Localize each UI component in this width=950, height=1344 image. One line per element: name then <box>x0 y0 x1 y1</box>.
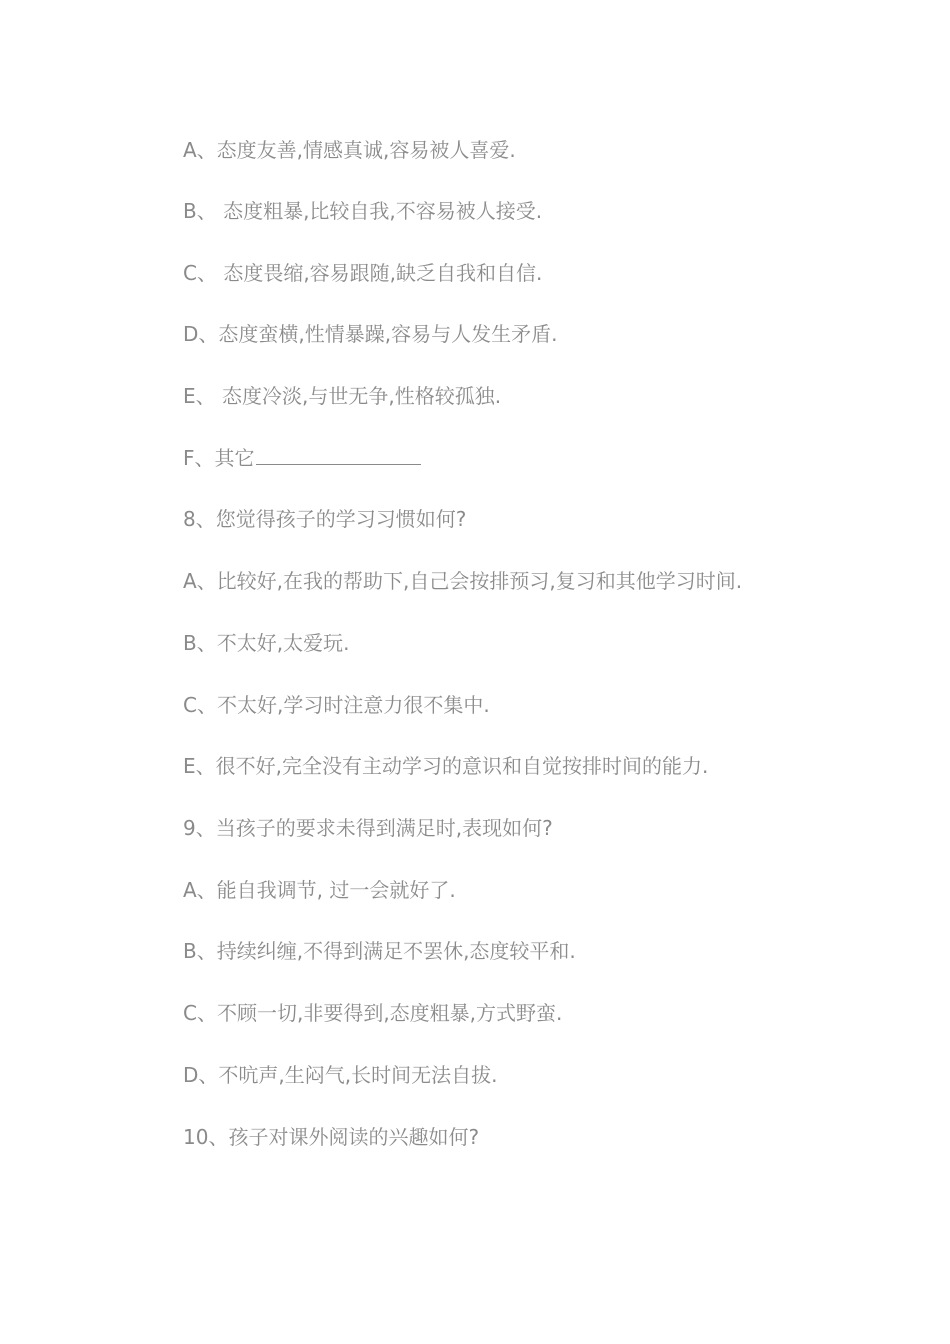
q7-option-a: A、态度友善,情感真诚,容易被人喜爱. <box>183 138 516 162</box>
q7-option-c: C、 态度畏缩,容易跟随,缺乏自我和自信. <box>183 261 543 285</box>
q9-option-a: A、能自我调节, 过一会就好了. <box>183 878 456 902</box>
question-8: 8、您觉得孩子的学习习惯如何? <box>183 507 467 531</box>
q9-option-b: B、持续纠缠,不得到满足不罢休,态度较平和. <box>183 939 576 963</box>
question-9: 9、当孩子的要求未得到满足时,表现如何? <box>183 816 553 840</box>
q7-option-b: B、 态度粗暴,比较自我,不容易被人接受. <box>183 199 543 223</box>
q7-option-d: D、态度蛮横,性情暴躁,容易与人发生矛盾. <box>183 322 558 346</box>
q9-option-d: D、不吭声,生闷气,长时间无法自拔. <box>183 1063 498 1087</box>
q8-option-b: B、不太好,太爱玩. <box>183 631 350 655</box>
q8-option-e: E、很不好,完全没有主动学习的意识和自觉按排时间的能力. <box>183 754 709 778</box>
q8-option-c: C、不太好,学习时注意力很不集中. <box>183 693 490 717</box>
q9-option-c: C、不顾一切,非要得到,态度粗暴,方式野蛮. <box>183 1001 563 1025</box>
q7-option-e: E、 态度冷淡,与世无争,性格较孤独. <box>183 384 502 408</box>
question-10: 10、孩子对课外阅读的兴趣如何? <box>183 1125 480 1149</box>
fill-in-blank <box>256 446 421 465</box>
q7-option-f-label: F、其它 <box>183 446 255 470</box>
q7-option-f <box>183 445 421 471</box>
q8-option-a: A、比较好,在我的帮助下,自己会按排预习,复习和其他学习时间. <box>183 569 743 593</box>
